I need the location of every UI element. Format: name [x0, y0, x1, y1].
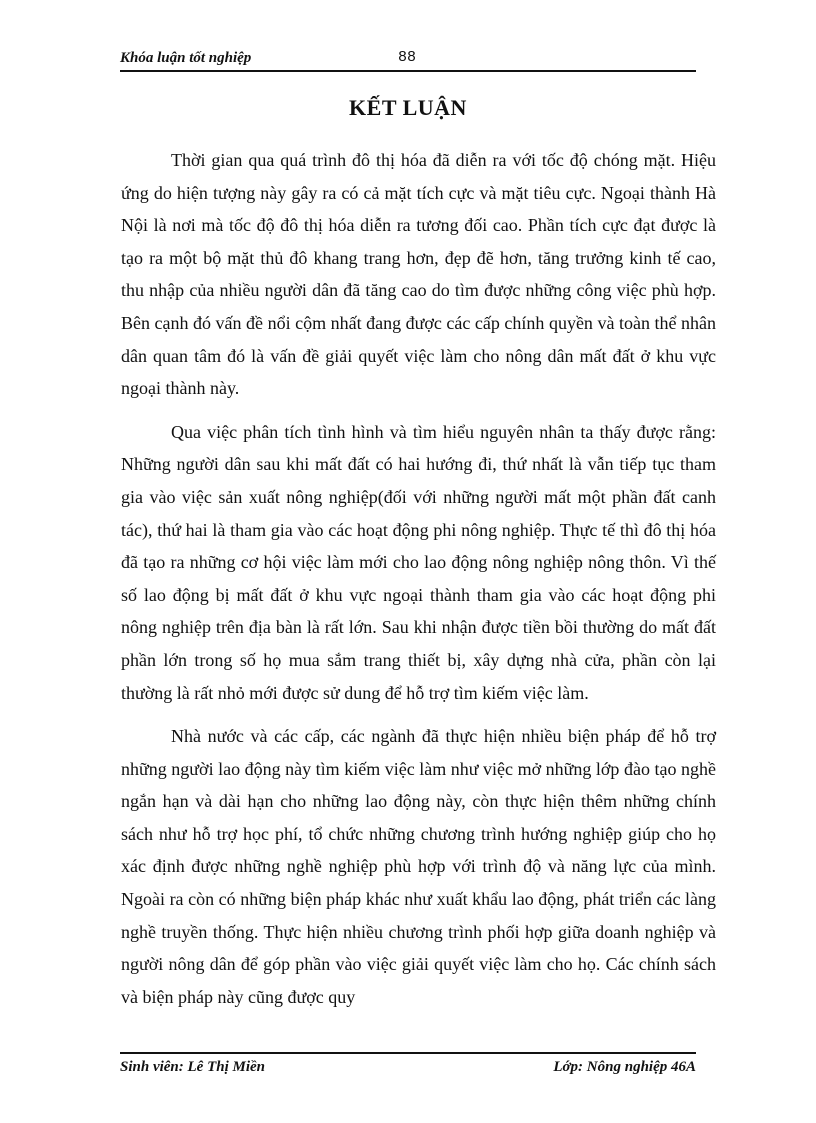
- page-header: [120, 48, 696, 72]
- footer-student: Sinh viên: Lê Thị Miền: [120, 1059, 266, 1075]
- page-footer: [120, 1052, 696, 1084]
- paragraph-2: Qua việc phân tích tình hình và tìm hiểu nguyên nhân ta thấy được rằng: Những người dân sau khi mất đất có hai hướng đi, thứ nhất là vẫn tiếp tục tham gia vào việc sản xuất nông nghiệp(đối với những người mất một phần đất canh tác), thứ hai là tham gia vào các hoạt động phi nông nghiệp. Thực tế thì đô thị hóa đã tạo ra những cơ hội việc làm mới cho lao động nông nghiệp nông thôn. Vì thế số lao động bị mất đất ở khu vực ngoại thành tham gia vào các hoạt động phi nông nghiệp trên địa bàn là rất lớn. Sau khi nhận được tiền bồi thường do mất đất phần lớn trong số họ mua sắm trang thiết bị, xây dựng nhà cửa, phần còn lại thường là rất nhỏ mới được sử dung để hỗ trợ tìm kiếm việc làm.: [121, 421, 716, 703]
- page-title: KẾT LUẬN: [349, 95, 467, 120]
- paragraph-1: Thời gian qua quá trình đô thị hóa đã diễn ra với tốc độ chóng mặt. Hiệu ứng do hiện tượng này gây ra có cả mặt tích cực và mặt tiêu cực. Ngoại thành Hà Nội là nơi mà tốc độ đô thị hóa diễn ra tương đối cao. Phần tích cực đạt được là tạo ra một bộ mặt thủ đô khang trang hơn, đẹp đẽ hơn, tăng trưởng kinh tế cao, thu nhập của nhiều người dân đã tăng cao do tìm được những công việc phù hợp. Bên cạnh đó vấn đề nổi cộm nhất đang được các cấp chính quyền và toàn thể nhân dân quan tâm đó là vấn đề giải quyết việc làm cho nông dân mất đất ở khu vực ngoại thành này.: [121, 150, 716, 399]
- body-text: [121, 144, 716, 1024]
- footer-class: Lớp: Nông nghiệp 46A: [553, 1059, 696, 1075]
- header-document-type: Khóa luận tốt nghiệp: [120, 50, 252, 66]
- paragraph-3: Nhà nước và các cấp, các ngành đã thực hiện nhiều biện pháp để hỗ trợ những người lao động này tìm kiếm việc làm như việc mở những lớp đào tạo nghề ngắn hạn và dài hạn cho những lao động này, còn thực hiện thêm những chính sách như hỗ trợ học phí, tổ chức những chương trình hướng nghiệp giúp cho họ xác định được những nghề nghiệp phù hợp với trình độ và năng lực của mình. Ngoài ra còn có những biện pháp khác như xuất khẩu lao động, phát triển các làng nghề truyền thống. Thực hiện nhiều chương trình phối hợp giữa doanh nghiệp và người nông dân để góp phần vào việc giải quyết việc làm cho họ. Các chính sách và biện pháp này cũng được quy: [121, 726, 716, 1007]
- page-number: 88: [398, 49, 417, 66]
